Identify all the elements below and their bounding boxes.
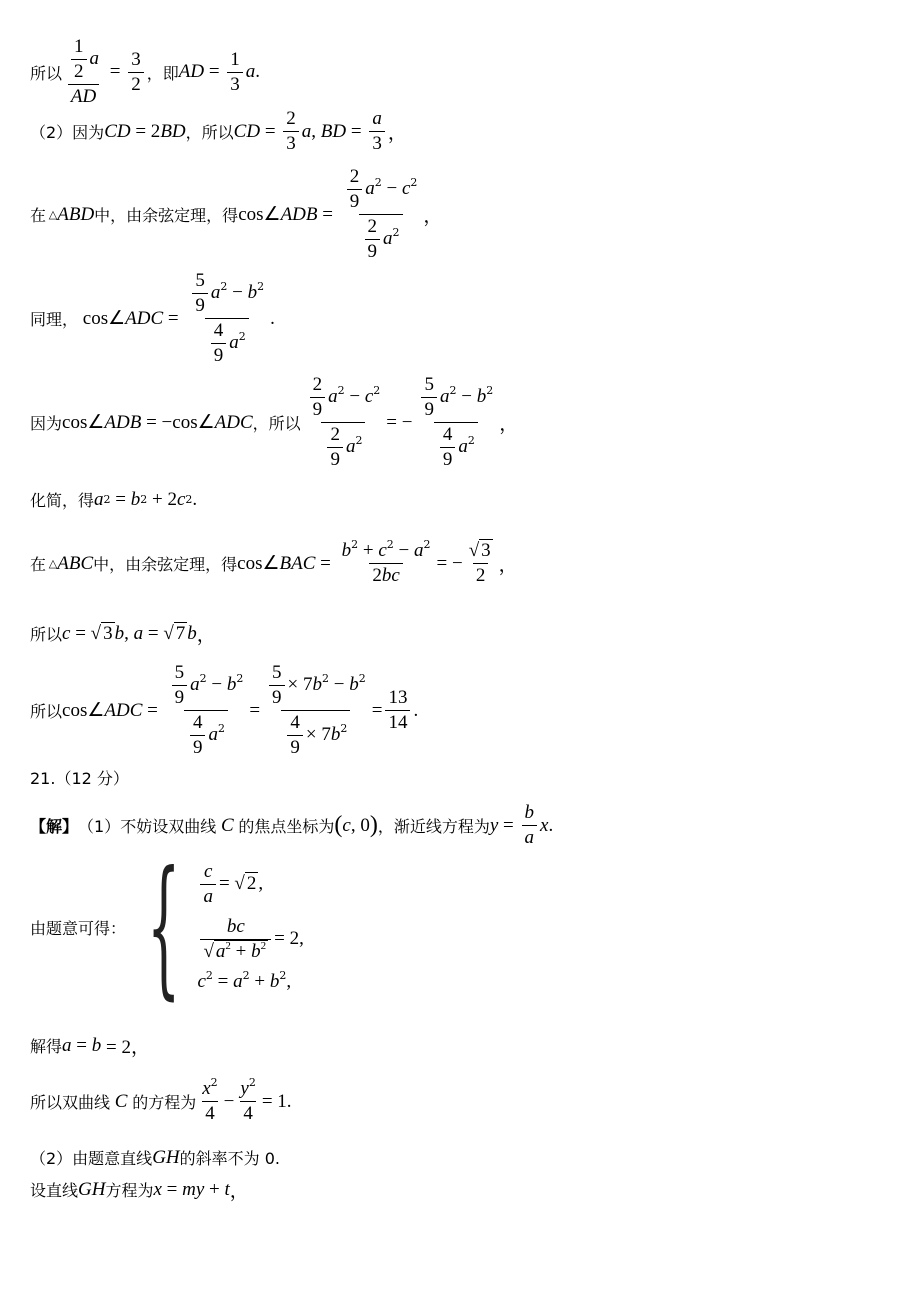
line-3: 在 △ ABD 中，由余弦定理，得 cos∠ ADB = $\frac{2}{9}$ $a^2 - c^2$ $\frac{2}{9}$ $a^2$ ，	[30, 166, 443, 262]
line-5: 因为 cos∠ ADB = −cos∠ ADC ，所以 $\frac{2}{9}$ $a^2 - c^2$ $\frac{2}{9}$ $a^2$ = − $\frac{5}{9}$ $a^2 - b^2$ $\frac{4}{9}$ $a^2$ ，	[30, 374, 519, 470]
line-12: 解得 a = b = 2，	[30, 1034, 150, 1058]
solution-line: 【解】 （1）不妨设双曲线 C 的焦点坐标为 ( c , 0 ) ，渐近线方程为 y = $\frac{b}{a}$ x .	[30, 802, 554, 848]
line-9: 所以 cos∠ ADC = $\frac{5}{9}$ $a^2 - b^2$ $\frac{4}{9}$ $a^2$ = $\frac{5}{9}$ × $7b^2 - b^2$ $\frac{4}{9}$ × $7b^2$ = $\frac{13}{14}$ .	[30, 662, 419, 758]
line-4: 同理， cos∠ ADC = $\frac{5}{9}$ $a^2 - b^2$ $\frac{4}{9}$ $a^2$ .	[30, 270, 275, 366]
system-line: 由题意可得： { $\frac{c}{a}$ = √ 2 , $\frac{bc}{√ a^2 + b^2}$ = 2, $c^2 = a^2 + b^2$,	[30, 840, 304, 1014]
text: 所以	[30, 63, 63, 83]
line-15: 设直线 GH 方程为 x = my + t ，	[30, 1178, 249, 1202]
line-2: （2）因为 CD = 2 BD ，所以 CD = $\frac{2}{3}$ a , BD = $\frac{a}{3}$ ，	[30, 108, 407, 154]
line-14: （2）由题意直线 GH 的斜率不为 0.	[30, 1146, 280, 1168]
line-7: 在 △ ABC 中，由余弦定理，得 cos∠ BAC = $\frac{b^2 + c^2 - a^2}{2bc}$ = − $\frac{√ 3}{2}$ ，	[30, 538, 518, 586]
fraction: $\frac{1}{2}$ a AD	[65, 36, 102, 108]
line-8: 所以 c = √ 3 b , a = √ 7 b ，	[30, 622, 216, 646]
line-1: 所以 $\frac{1}{2}$ a AD = $\frac{3}{2}$ ，即 AD = $\frac{1}{3}$ a .	[30, 36, 261, 107]
equation-system: { $\frac{c}{a}$ = √ 2 , $\frac{bc}{√ a^2 + b^2}$ = 2, $c^2 = a^2 + b^2$,	[147, 840, 304, 1014]
line-13: 所以双曲线 C 的方程为 $\frac{x^2}{4}$ − $\frac{y^2}{4}$ = 1.	[30, 1076, 292, 1124]
question-number: 21.（12 分）	[30, 769, 129, 788]
line-6: 化简，得 a 2 = b 2 + 2 c 2 .	[30, 488, 198, 510]
